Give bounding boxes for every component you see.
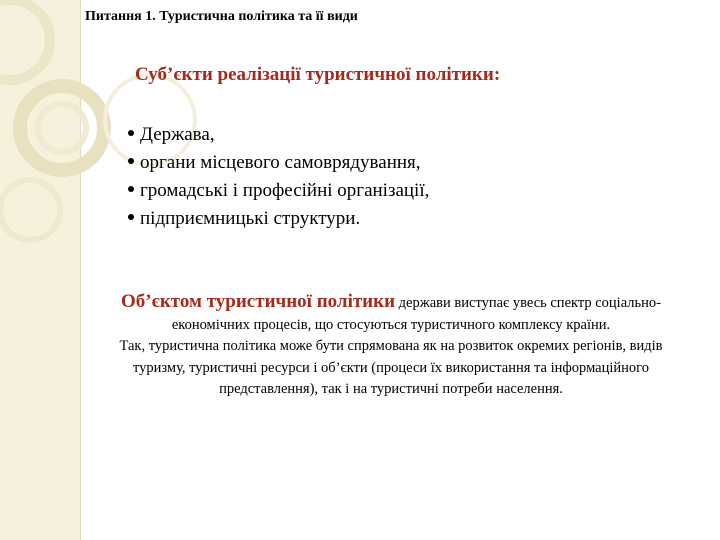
bullet-icon: [128, 130, 134, 136]
list-item-text: підприємницькі структури.: [140, 208, 361, 229]
list-item-text: громадські і професійні організації,: [140, 180, 430, 201]
list-item-text: Держава,: [140, 124, 215, 145]
page-title: Питання 1. Туристична політика та її види: [85, 9, 358, 24]
bullet-icon: [128, 214, 134, 220]
subjects-heading: Суб’єкти реалізації туристичної політики:: [135, 64, 501, 85]
subjects-list: [128, 121, 429, 233]
list-item: [128, 205, 429, 233]
object-text-1: держави виступає увесь спектр соціально-економічних процесів, що стосуються туристичного комплексу країни.: [171, 295, 661, 333]
object-heading: Об’єктом туристичної політики: [121, 291, 396, 312]
bullet-icon: [128, 158, 134, 164]
object-text-2: Так, туристична політика може бути спрямована як на розвиток окремих регіонів, видів туризму, туристичні ресурси і об’єкти (процеси їх використання та інформаційного представлення), так і на туристичні потреби населення.: [119, 338, 663, 397]
list-item-text: органи місцевого самоврядування,: [140, 152, 421, 173]
list-item: [128, 177, 429, 205]
list-item: [128, 149, 429, 177]
bullet-icon: [128, 186, 134, 192]
object-paragraph-1: [104, 291, 678, 336]
object-paragraph: [104, 291, 678, 401]
list-item: [128, 121, 429, 149]
